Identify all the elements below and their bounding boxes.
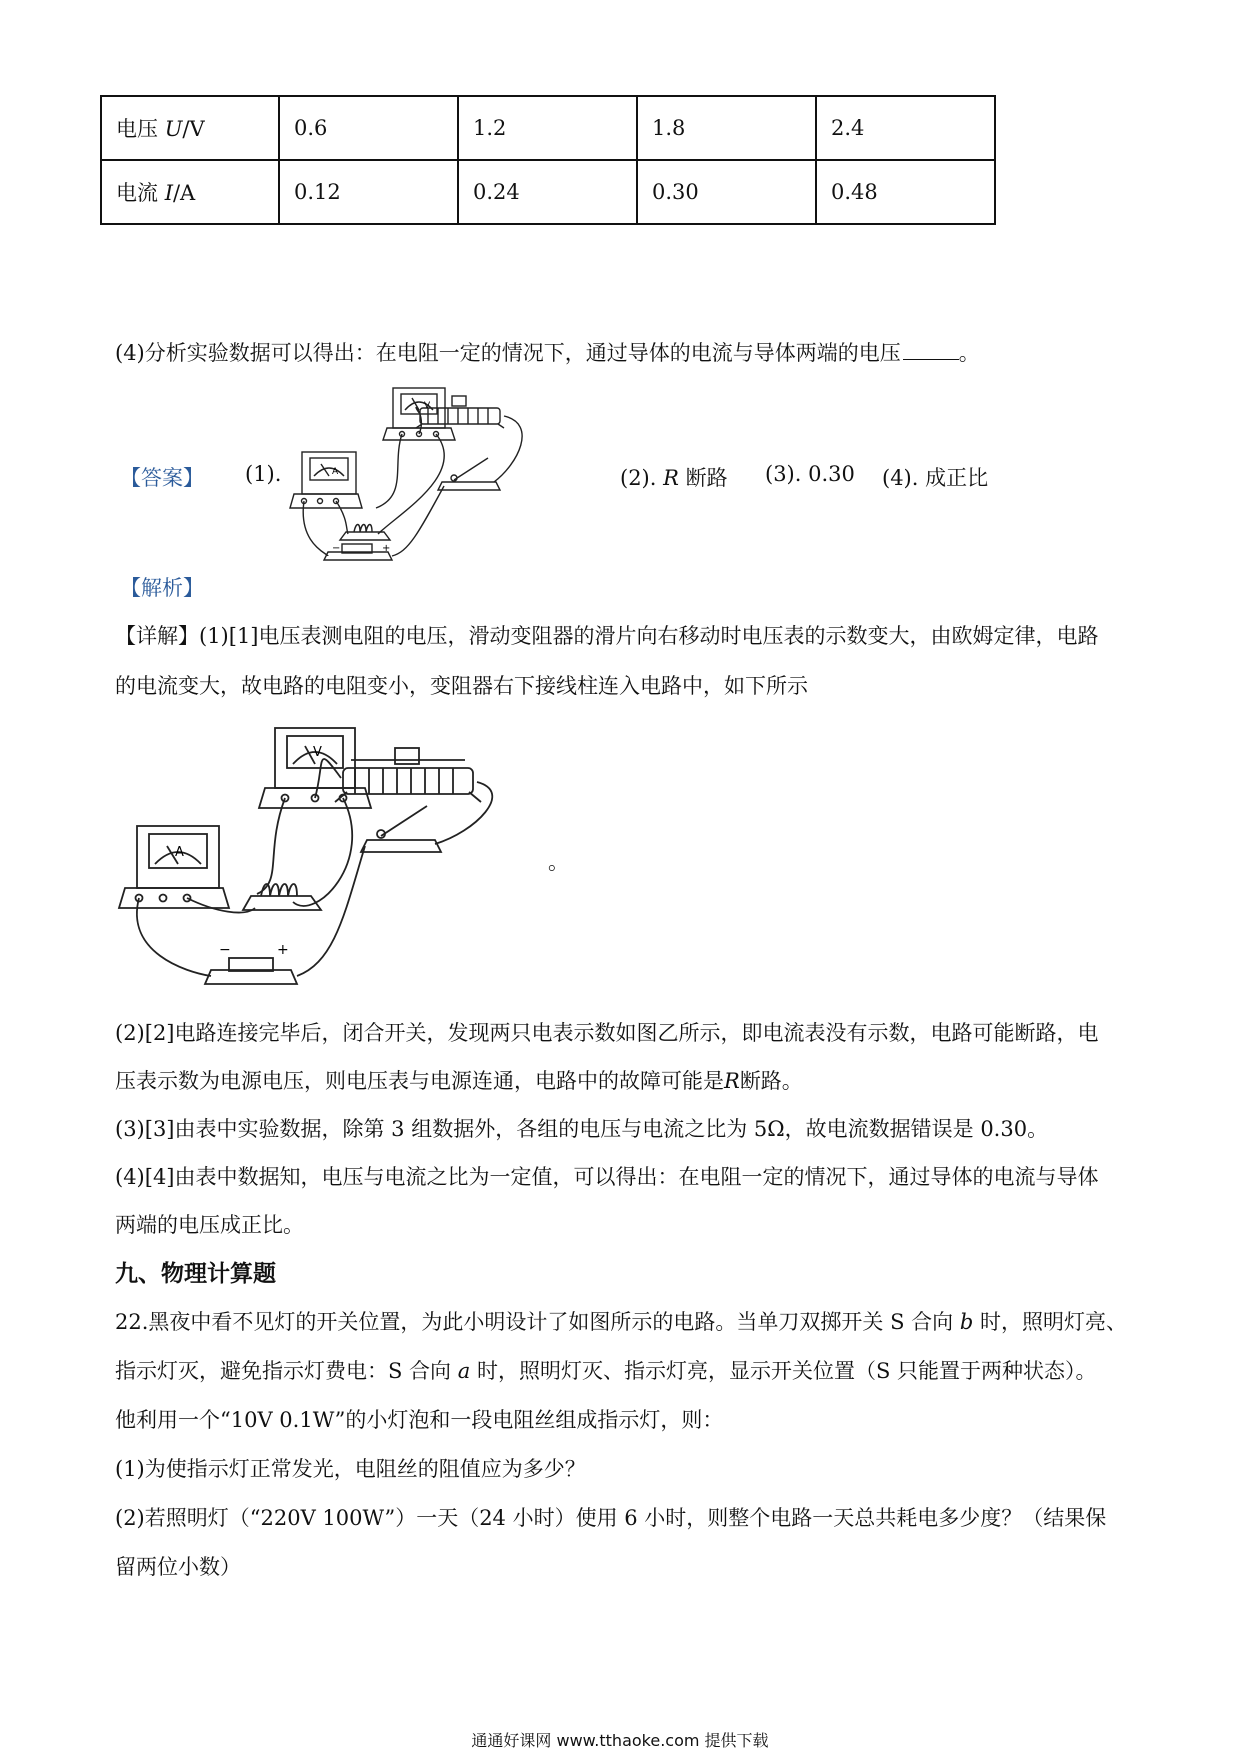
voltmeter-label: V (424, 401, 431, 411)
answer-part-2: (2). R 断路 (620, 466, 728, 490)
detail-line-4: 压表示数为电源电压，则电压表与电源连通，电路中的故障可能是R断路。 (115, 1069, 803, 1093)
data-table (100, 95, 996, 225)
battery-minus-label: − (332, 543, 341, 554)
answer-part-1: (1). (245, 462, 282, 486)
q22-line-3: 他利用一个“10V 0.1W”的小灯泡和一段电阻丝组成指示灯，则： (115, 1408, 724, 1432)
q22-line-5: (2)若照明灯（“220V 100W”）一天（24 小时）使用 6 小时，则整个电路一天总共耗电多少度？（结果保 (115, 1506, 1107, 1530)
voltmeter-label: V (313, 745, 322, 760)
figure-end-mark: 。 (548, 850, 569, 874)
answer-part-3: (3). 0.30 (765, 462, 855, 486)
table-cell: 1.8 (637, 96, 816, 160)
battery-plus-label: + (277, 942, 289, 958)
q22-line-2: 指示灯灭，避免指示灯费电：S 合向 a 时，照明灯灭、指示灯亮，显示开关位置（S 只能置于两种状态）。 (115, 1359, 1097, 1383)
ammeter-label: A (175, 845, 184, 860)
detail-line-6: (4)[4]由表中数据知，电压与电流之比为一定值，可以得出：在电阻一定的情况下，通过导体的电流与导体 (115, 1165, 1099, 1189)
footer-credit: 通通好课网 www.tthaoke.com 提供下载 (471, 1731, 769, 1750)
table-cell: 2.4 (816, 96, 995, 160)
row-header-voltage: 电压 U/V (101, 96, 279, 160)
circuit-diagram-small (288, 384, 588, 570)
table-cell: 0.30 (637, 160, 816, 224)
q22-line-6: 留两位小数） (115, 1555, 241, 1579)
table-cell: 0.12 (279, 160, 458, 224)
detail-line-3: (2)[2]电路连接完毕后，闭合开关，发现两只电表示数如图乙所示，即电流表没有示数，电路可能断路，电 (115, 1021, 1099, 1045)
detail-line-1: 【详解】(1)[1]电压表测电阻的电压，滑动变阻器的滑片向右移动时电压表的示数变大，由欧姆定律，电路 (115, 624, 1099, 648)
question-4: (4)分析实验数据可以得出：在电阻一定的情况下，通过导体的电流与导体两端的电压 。 (115, 341, 980, 365)
detail-line-7: 两端的电压成正比。 (115, 1213, 304, 1237)
table-row (101, 160, 995, 224)
battery-plus-label: + (382, 543, 391, 554)
answer-part-4: (4). 成正比 (882, 466, 989, 490)
switch-icon (438, 458, 500, 490)
detail-line-5: (3)[3]由表中实验数据，除第 3 组数据外，各组的电压与电流之比为 5Ω，故电流数据错误是 0.30。 (115, 1117, 1049, 1141)
circuit-diagram-large (115, 722, 565, 1004)
table-cell: 0.48 (816, 160, 995, 224)
row-header-current: 电流 I/A (101, 160, 279, 224)
battery-icon (205, 958, 297, 984)
section-heading: 九、物理计算题 (115, 1261, 276, 1287)
q22-line-1: 22.黑夜中看不见灯的开关位置，为此小明设计了如图所示的电路。当单刀双掷开关 S 合向 b 时，照明灯亮、 (115, 1310, 1127, 1334)
table-row (101, 96, 995, 160)
switch-icon (361, 806, 441, 852)
q22-line-4: (1)为使指示灯正常发光，电阻丝的阻值应为多少？ (115, 1457, 586, 1481)
analysis-tag: 【解析】 (120, 576, 204, 600)
ammeter-icon (290, 452, 362, 508)
battery-minus-label: − (219, 942, 231, 958)
rheostat-icon (335, 748, 481, 802)
ammeter-label: A (332, 467, 339, 477)
table-cell: 0.24 (458, 160, 637, 224)
table-cell: 0.6 (279, 96, 458, 160)
answer-tag: 【答案】 (120, 466, 204, 490)
ammeter-icon (119, 826, 229, 908)
table-cell: 1.2 (458, 96, 637, 160)
answer-blank (903, 359, 959, 360)
detail-line-2: 的电流变大，故电路的电阻变小，变阻器右下接线柱连入电路中，如下所示 (115, 674, 808, 698)
